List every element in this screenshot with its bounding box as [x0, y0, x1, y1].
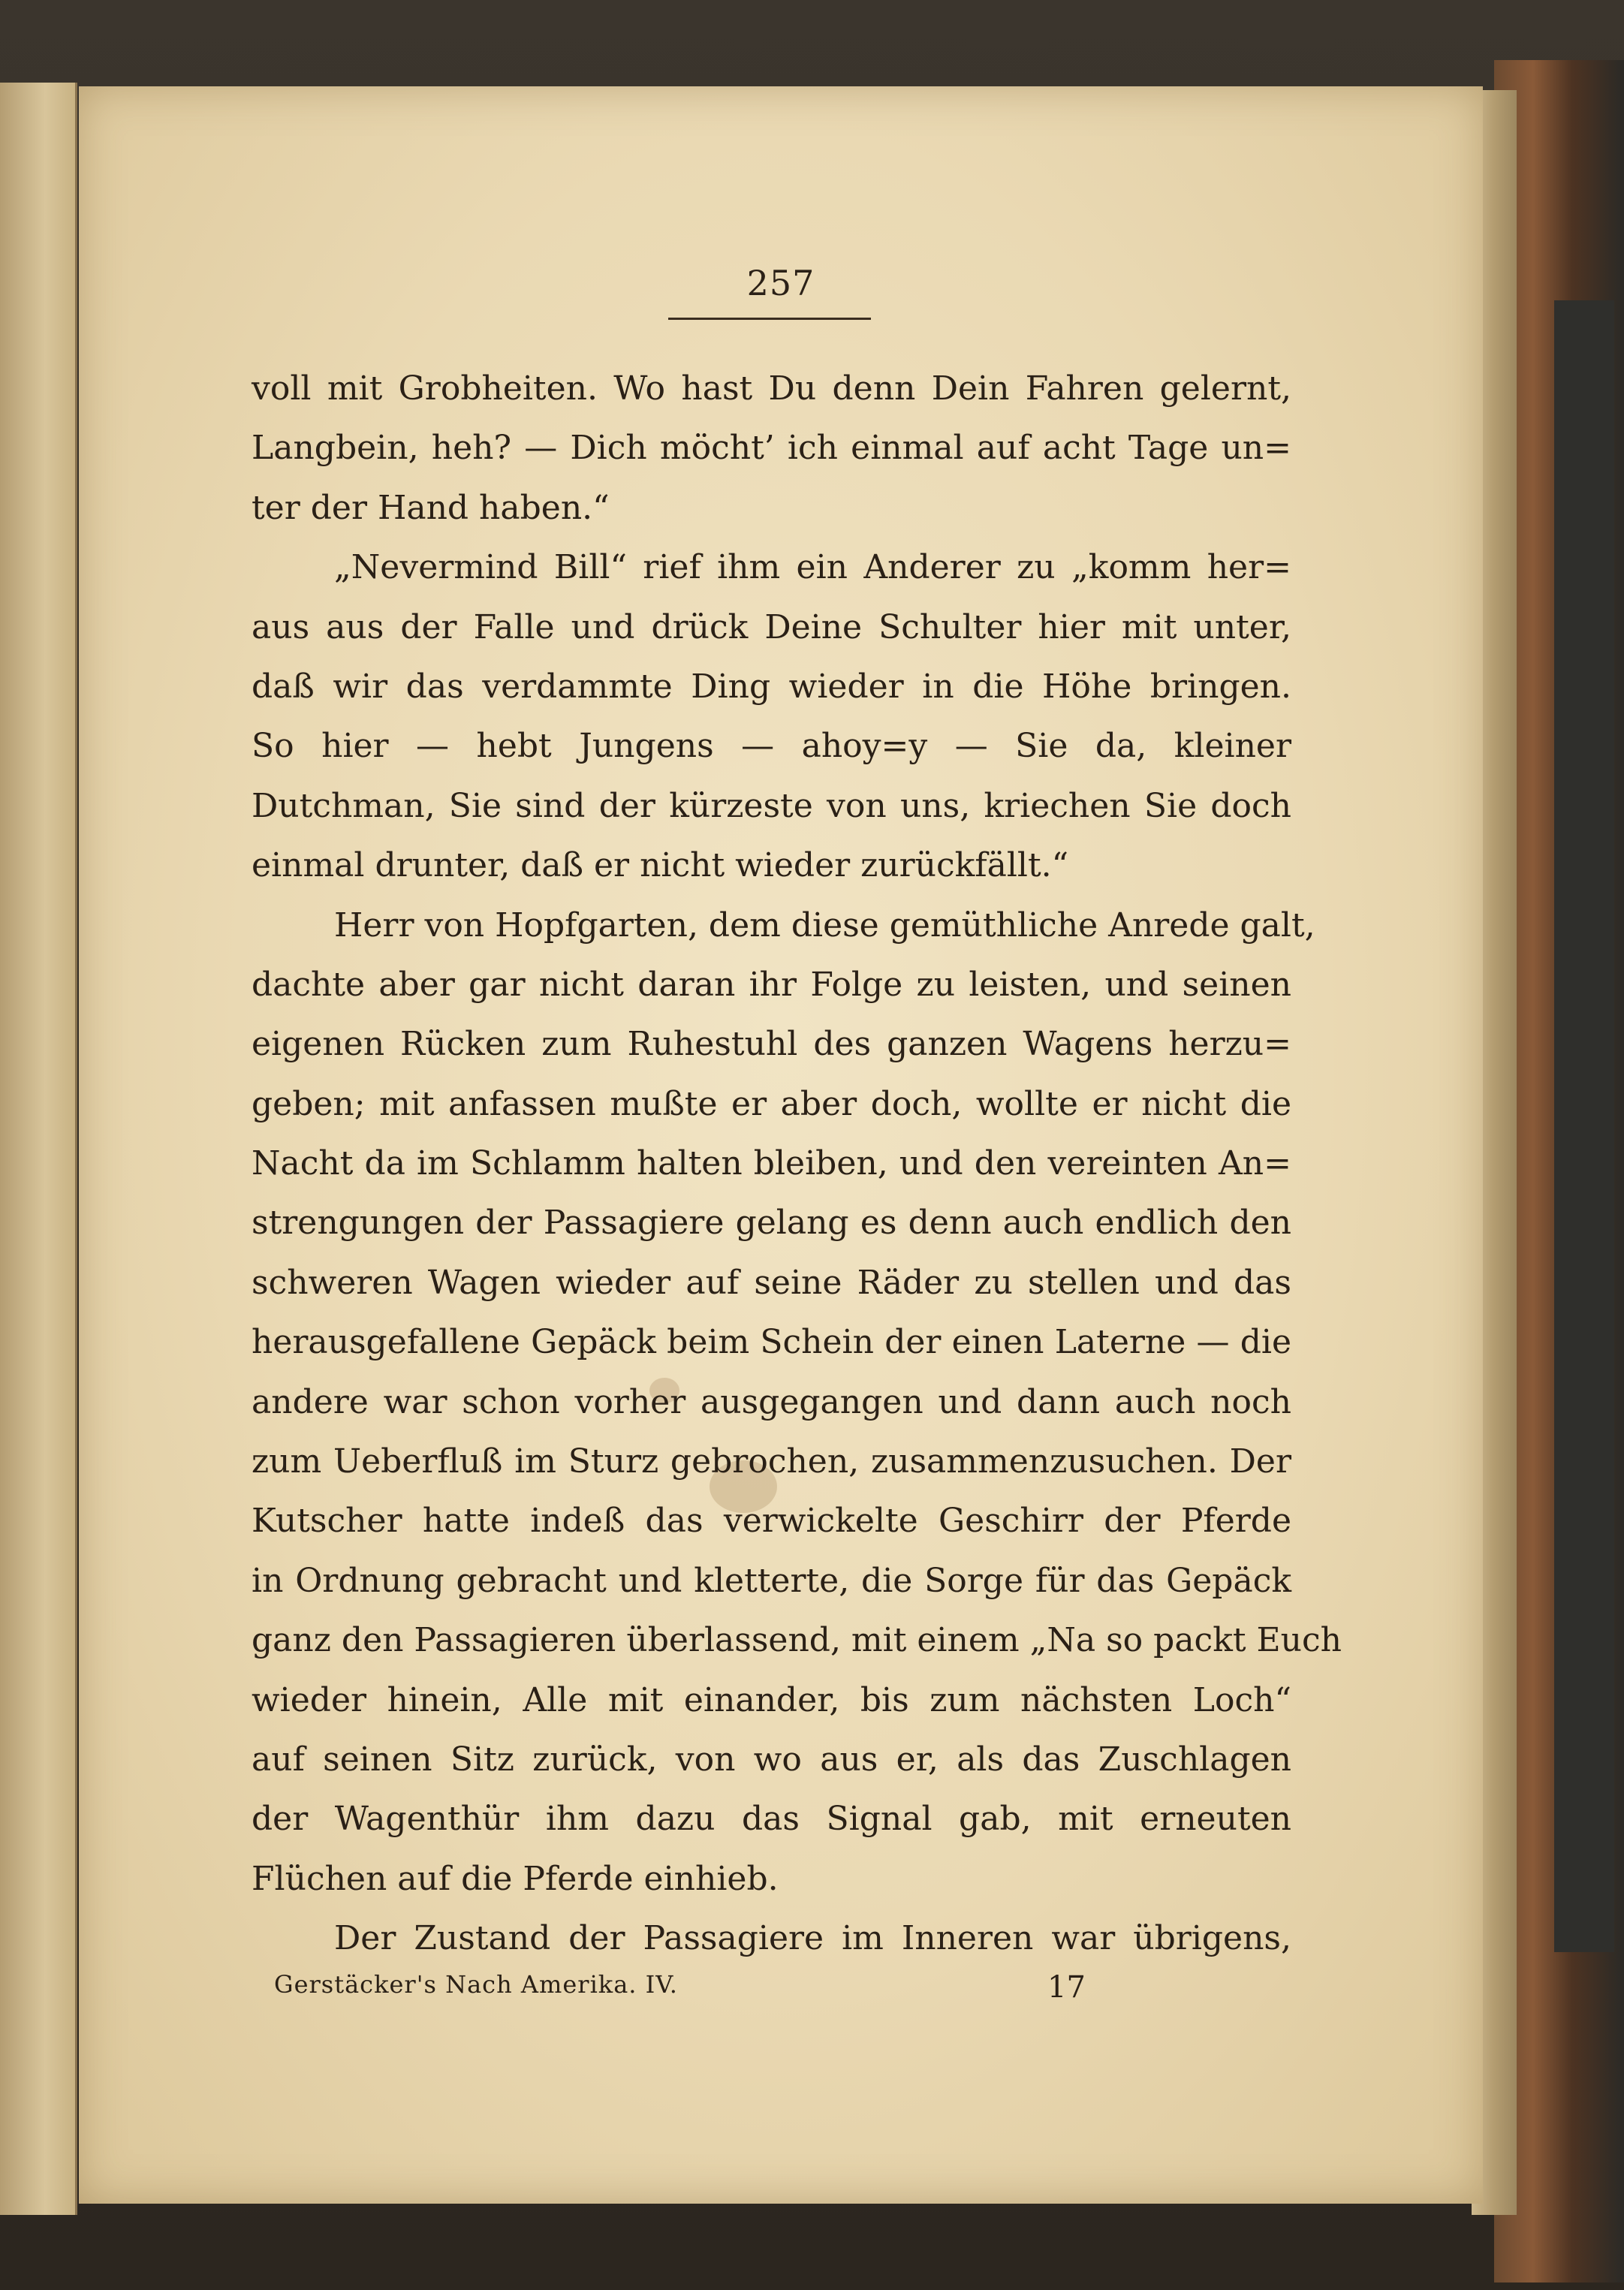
text-line: Nacht da im Schlamm halten bleiben, und den vereinten An=	[252, 1144, 1291, 1183]
text-line: ter der Hand haben.“	[252, 488, 610, 527]
text-line: Der Zustand der Passagiere im Inneren war übrigens,	[334, 1919, 1291, 1958]
text-line: daß wir das verdammte Ding wieder in die Höhe bringen.	[252, 667, 1291, 706]
text-line: Langbein, heh? — Dich möcht’ ich einmal auf acht Tage un=	[252, 429, 1291, 468]
text-line: wieder hinein, Alle mit einander, bis zum nächsten Loch“	[252, 1680, 1291, 1719]
text-line: Flüchen auf die Pferde einhieb.	[252, 1859, 779, 1898]
facing-page-edge	[0, 83, 77, 2215]
text-line: „Nevermind Bill“ rief ihm ein Anderer zu „komm her=	[334, 548, 1291, 587]
page-number: 257	[746, 263, 815, 303]
text-line: der Wagenthür ihm dazu das Signal gab, mit erneuten	[252, 1800, 1291, 1839]
signature-mark: 17	[1047, 1970, 1086, 2005]
text-line: geben; mit anfassen mußte er aber doch, wollte er nicht die	[252, 1084, 1291, 1123]
body-text	[252, 359, 1342, 1969]
book-spine-cloth	[1554, 300, 1614, 1952]
header-rule	[668, 318, 871, 320]
text-line: ganz den Passagieren überlassend, mit einem „Na so packt Euch	[252, 1621, 1342, 1660]
text-line: Dutchman, Sie sind der kürzeste von uns, kriechen Sie doch	[252, 786, 1291, 825]
text-line: in Ordnung gebracht und kletterte, die Sorge für das Gepäck	[252, 1561, 1291, 1600]
text-line: dachte aber gar nicht daran ihr Folge zu leisten, und seinen	[252, 965, 1291, 1004]
text-line: voll mit Grobheiten. Wo hast Du denn Dein Fahren gelernt,	[252, 369, 1291, 408]
text-line: Herr von Hopfgarten, dem diese gemüthliche Anrede galt,	[334, 905, 1315, 945]
text-line: strengungen der Passagiere gelang es denn auch endlich den	[252, 1204, 1291, 1243]
text-line: andere war schon vorher ausgegangen und dann auch noch	[252, 1382, 1291, 1421]
text-line: aus aus der Falle und drück Deine Schulter hier mit unter,	[252, 607, 1291, 646]
text-line: einmal drunter, daß er nicht wieder zurückfällt.“	[252, 846, 1069, 885]
text-line: So hier — hebt Jungens — ahoy=y — Sie da, kleiner	[252, 727, 1291, 766]
text-line: eigenen Rücken zum Ruhestuhl des ganzen Wagens herzu=	[252, 1025, 1291, 1064]
text-line: auf seinen Sitz zurück, von wo aus er, als das Zuschlagen	[252, 1740, 1291, 1779]
text-line: Kutscher hatte indeß das verwickelte Geschirr der Pferde	[252, 1502, 1291, 1541]
running-footer-title: Gerstäcker's Nach Amerika. IV.	[274, 1970, 678, 1999]
text-line: zum Ueberfluß im Sturz gebrochen, zusammenzusuchen. Der	[252, 1442, 1291, 1481]
text-line: schweren Wagen wieder auf seine Räder zu stellen und das	[252, 1263, 1291, 1302]
text-line: herausgefallene Gepäck beim Schein der einen Laterne — die	[252, 1323, 1291, 1362]
